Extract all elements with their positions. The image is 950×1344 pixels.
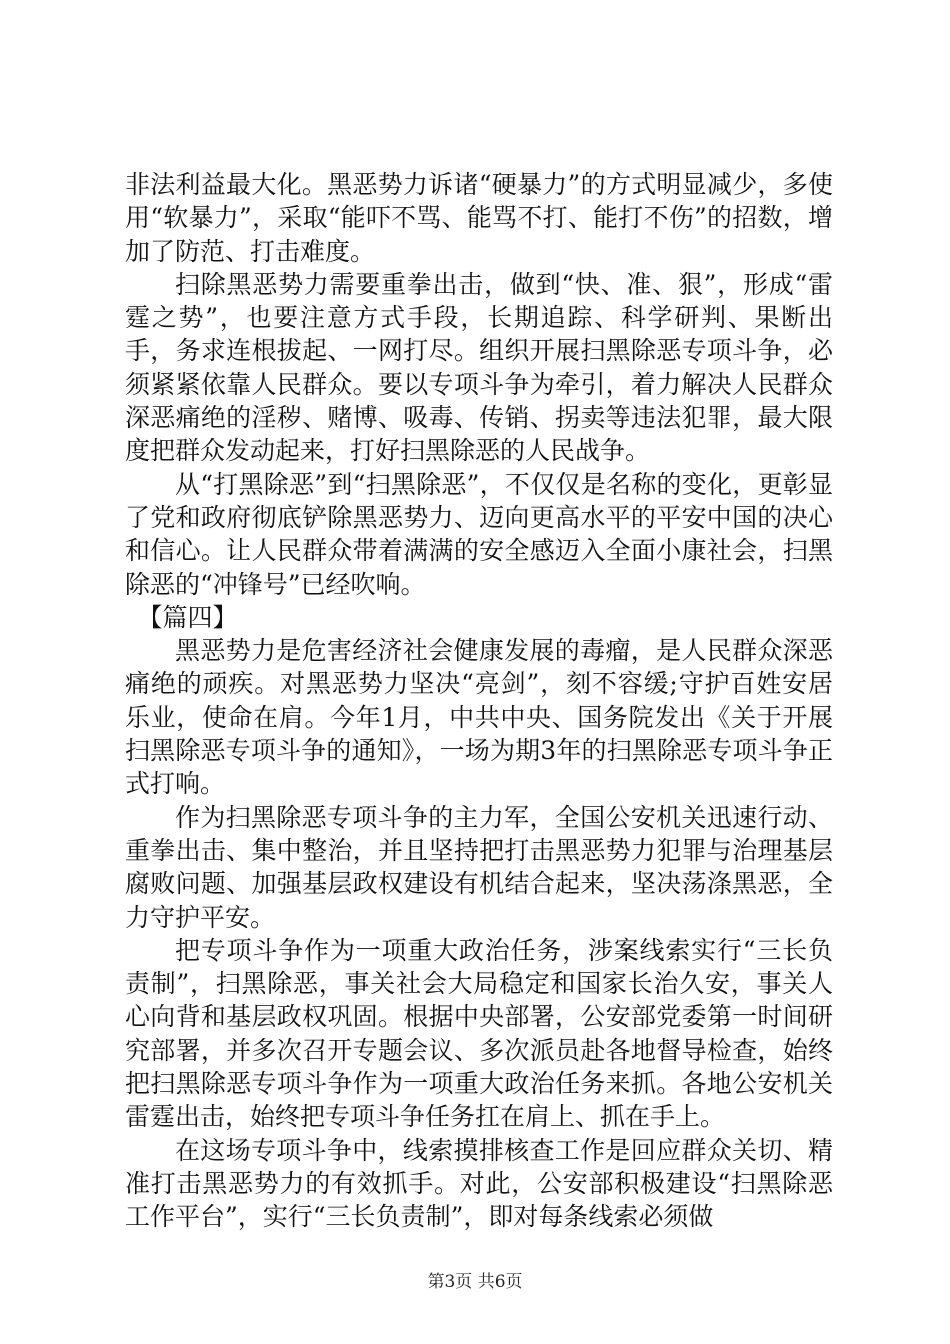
paragraph: 扫除黑恶势力需要重拳出击，做到“快、准、狠”，形成“雷霆之势”，也要注意方式手段，长期追踪、科学研判、果断出手，务求连根拔起、一网打尽。组织开展扫黑除恶专项斗争，必须紧紧依靠人民群众。要以专项斗争为牵引，着力解决人民群众深恶痛绝的淫秽、赌博、吸毒、传销、拐卖等违法犯罪，最大限度把群众发动起来，打好扫黑除恶的人民战争。 — [125, 269, 833, 466]
page-footer: 第3页 共6页 — [427, 1272, 523, 1292]
paragraph: 在这场专项斗争中，线索摸排核查工作是回应群众关切、精准打击黑恶势力的有效抓手。对此，公安部积极建设“扫黑除恶工作平台”，实行“三长负责制”，即对每条线索必须做 — [125, 1135, 833, 1232]
section-heading: 【篇四】 — [137, 602, 238, 632]
paragraph: 把专项斗争作为一项重大政治任务，涉案线索实行“三长负责制”，扫黑除恶，事关社会大局稳定和国家长治久安，事关人心向背和基层政权巩固。根据中央部署，公安部党委第一时间研究部署，并多次召开专题会议、多次派员赴各地督导检查，始终把扫黑除恶专项斗争作为一项重大政治任务来抓。各地公安机关雷霆出击，始终把专项斗争任务扛在肩上、抓在手上。 — [125, 935, 833, 1132]
paragraph: 黑恶势力是危害经济社会健康发展的毒瘤，是人民群众深恶痛绝的顽疾。对黑恶势力坚决“亮剑”，刻不容缓;守护百姓安居乐业，使命在肩。今年1月，中共中央、国务院发出《关于开展扫黑除恶专项斗争的通知》，一场为期3年的扫黑除恶专项斗争正式打响。 — [125, 636, 833, 799]
body-text — [125, 168, 833, 1234]
paragraph-continued: 非法利益最大化。黑恶势力诉诸“硬暴力”的方式明显减少，多使用“软暴力”，采取“能吓不骂、能骂不打、能打不伤”的招数，增加了防范、打击难度。 — [125, 170, 833, 266]
paragraph: 作为扫黑除恶专项斗争的主力军，全国公安机关迅速行动、重拳出击、集中整治，并且坚持把打击黑恶势力犯罪与治理基层腐败问题、加强基层政权建设有机结合起来，坚决荡涤黑恶，全力守护平安。 — [125, 802, 833, 932]
paragraph: 从“打黑除恶”到“扫黑除恶”，不仅仅是名称的变化，更彰显了党和政府彻底铲除黑恶势力、迈向更高水平的平安中国的决心和信心。让人民群众带着满满的安全感迈入全面小康社会，扫黑除恶的“冲锋号”已经吹响。 — [125, 469, 833, 599]
